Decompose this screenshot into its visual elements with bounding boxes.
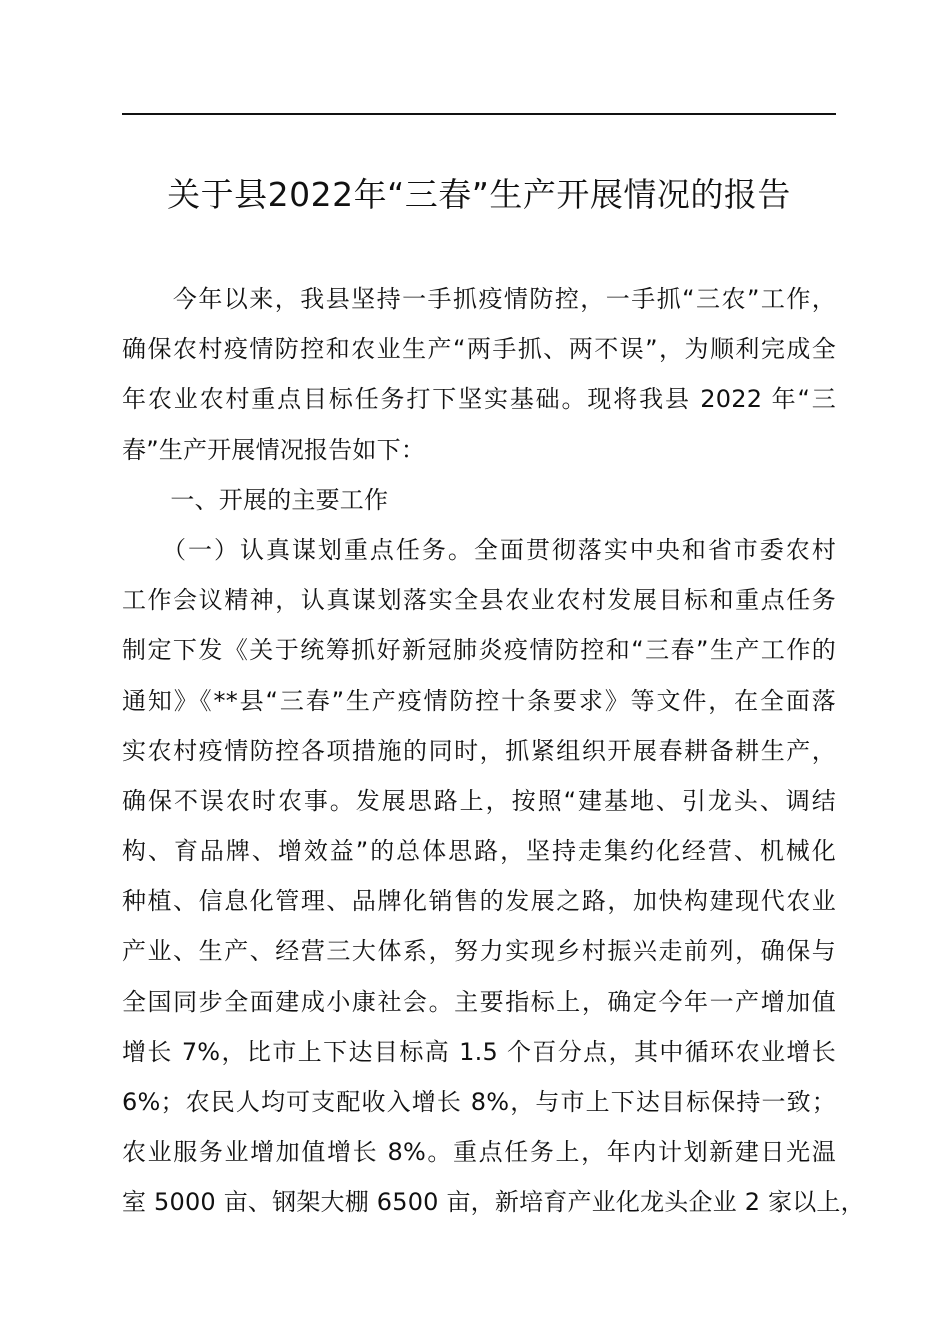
header-rule — [122, 113, 836, 115]
body-line: 今年以来，我县坚持一手抓疫情防控，一手抓“三农”工作， — [122, 285, 836, 313]
body-line: 确保不误农时农事。发展思路上，按照“建基地、引龙头、调结 — [122, 786, 836, 815]
body-line: 室 5000 亩、钢架大棚 6500 亩，新培育产业化龙头企业 2 家以上， — [122, 1188, 865, 1217]
body-line: 实农村疫情防控各项措施的同时，抓紧组织开展春耕备耕生产， — [122, 736, 836, 765]
body-line: 种植、信息化管理、品牌化销售的发展之路，加快构建现代农业 — [122, 887, 836, 916]
body-line: 6%；农民人均可支配收入增长 8%，与市上下达目标保持一致； — [122, 1088, 836, 1116]
body-line: （一）认真谋划重点任务。全面贯彻落实中央和省市委农村 — [122, 535, 836, 564]
body-line: 工作会议精神，认真谋划落实全县农业农村发展目标和重点任务 — [122, 586, 836, 615]
document-title: 关于县2022年“三春”生产开展情况的报告 — [167, 175, 791, 214]
body-line: 确保农村疫情防控和农业生产“两手抓、两不误”，为顺利完成全 — [122, 335, 836, 364]
body-line: 农业服务业增加值增长 8%。重点任务上，年内计划新建日光温 — [122, 1138, 836, 1167]
document-body — [122, 274, 865, 1228]
body-line: 年农业农村重点目标任务打下坚实基础。现将我县 2022 年“三 — [122, 385, 836, 414]
body-line: 增长 7%，比市上下达目标高 1.5 个百分点，其中循环农业增长 — [122, 1037, 836, 1066]
body-line: 构、育品牌、增效益”的总体思路，坚持走集约化经营、机械化 — [122, 837, 836, 866]
body-line: 产业、生产、经营三大体系，努力实现乡村振兴走前列，确保与 — [122, 937, 836, 966]
body-line: 全国同步全面建成小康社会。主要指标上，确定今年一产增加值 — [122, 987, 836, 1016]
body-line: 制定下发《关于统筹抓好新冠肺炎疫情防控和“三春”生产工作的 — [122, 636, 836, 665]
body-line: 通知》《**县“三春”生产疫情防控十条要求》等文件，在全面落 — [122, 686, 836, 715]
section-heading: 一、开展的主要工作 — [122, 485, 389, 514]
body-line: 春”生产开展情况报告如下： — [122, 435, 426, 464]
